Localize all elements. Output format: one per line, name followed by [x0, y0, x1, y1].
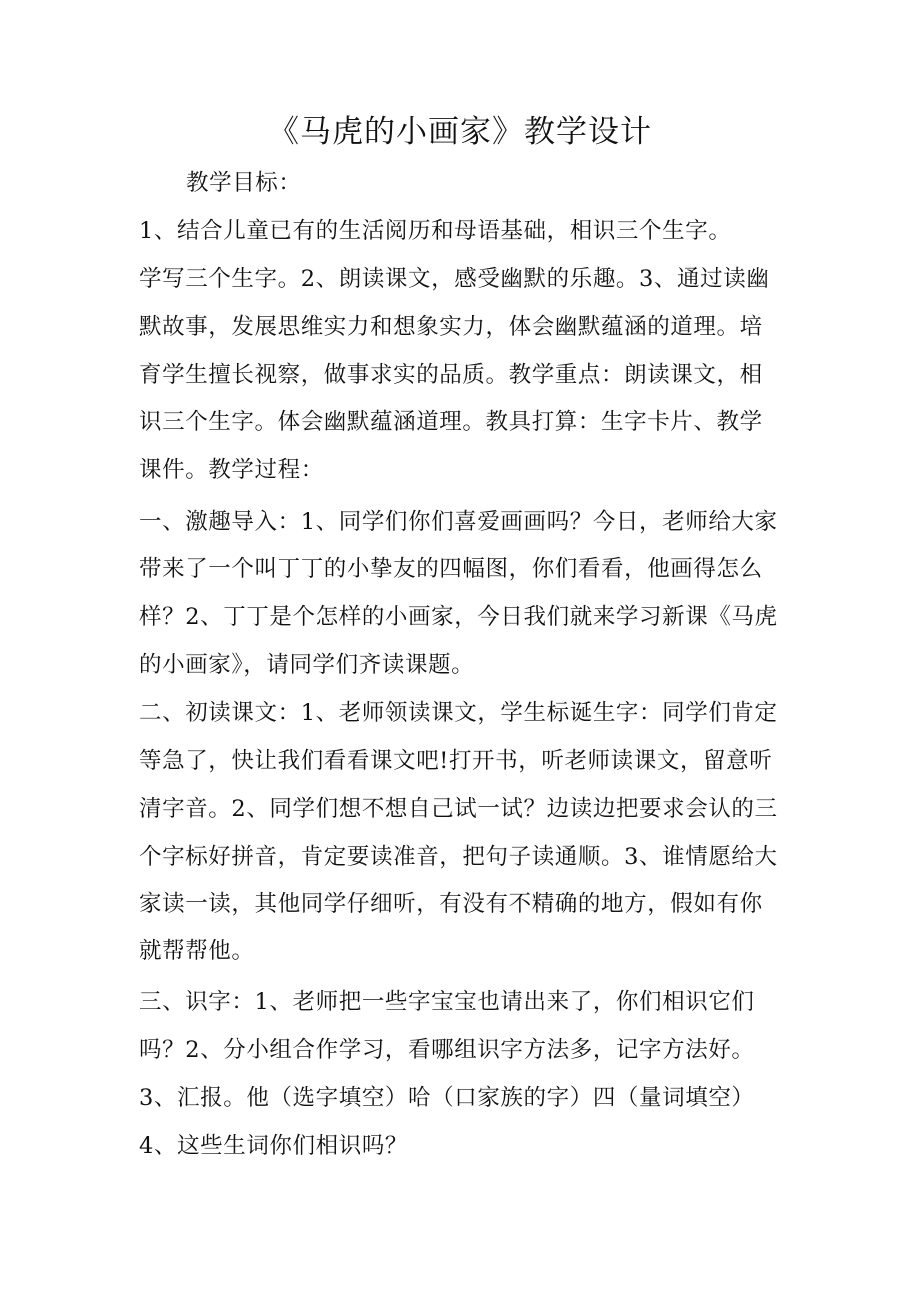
text-line: 个字标好拼音，肯定要读准音，把句子读通顺。3、谁情愿给大: [139, 844, 778, 870]
text-line-section-3: 三、识字：1、老师把一些字宝宝也请出来了，你们相识它们: [139, 989, 755, 1015]
text-line: 默故事，发展思维实力和想象实力，体会幽默蕴涵的道理。培: [139, 314, 763, 340]
text-line: 的小画家》，请同学们齐读课题。: [139, 652, 475, 678]
text-line: 等急了，快让我们看看课文吧!打开书，听老师读课文，留意听: [139, 748, 773, 774]
text-line-section-2: 二、初读课文：1、老师领读课文，学生标诞生字：同学们肯定: [139, 700, 778, 726]
text-line-section-1: 一、激趣导入：1、同学们你们喜爱画画吗？今日，老师给大家: [139, 509, 778, 535]
text-line: 就帮帮他。: [139, 938, 255, 964]
document-title: 《马虎的小画家》教学设计: [268, 114, 652, 150]
text-line: 样？2、丁丁是个怎样的小画家，今日我们就来学习新课《马虎: [139, 604, 778, 630]
text-line: 育学生擅长视察，做事求实的品质。教学重点：朗读课文，相: [139, 362, 763, 388]
text-line: 学写三个生字。2、朗读课文，感受幽默的乐趣。3、通过读幽: [139, 266, 770, 292]
text-line: 4、这些生词你们相识吗？: [139, 1133, 409, 1159]
text-line-objectives-heading: 教学目标：: [186, 170, 302, 196]
text-line: 带来了一个叫丁丁的小挚友的四幅图，你们看看，他画得怎么: [139, 556, 763, 582]
text-line: 1、结合儿童已有的生活阅历和母语基础，相识三个生字。: [139, 218, 732, 244]
text-line: 识三个生字。体会幽默蕴涵道理。教具打算：生字卡片、教学: [139, 409, 763, 435]
text-line: 吗？2、分小组合作学习，看哪组识字方法多，记字方法好。: [139, 1037, 755, 1063]
text-line: 3、汇报。他（选字填空）哈（口家族的字）四（量词填空）: [139, 1085, 755, 1111]
text-line: 家读一读，其他同学仔细听，有没有不精确的地方，假如有你: [139, 891, 763, 917]
text-line: 课件。教学过程：: [139, 457, 324, 483]
text-line: 清字音。2、同学们想不想自己试一试？边读边把要求会认的三: [139, 796, 778, 822]
